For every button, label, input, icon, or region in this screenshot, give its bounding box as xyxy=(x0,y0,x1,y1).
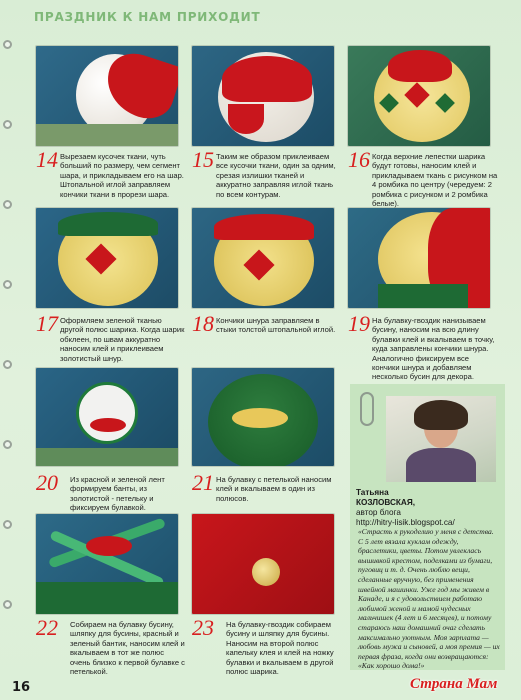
step-photo-15 xyxy=(192,46,334,146)
binding-ring xyxy=(3,360,12,369)
step-text: Собираем на булавку бусину, шляпку для бусины, красный и зеленый бантик, наносим клей и вкалываем в тот же полюс очень близко к первой булавке с петелькой. xyxy=(70,620,185,677)
author-blog-link[interactable]: http://hitry-lisik.blogspot.ca/ xyxy=(356,518,455,527)
section-title: ПРАЗДНИК К НАМ ПРИХОДИТ xyxy=(34,10,261,24)
step-number: 22 xyxy=(36,615,58,640)
binding-ring xyxy=(3,200,12,209)
step-number: 14 xyxy=(36,147,58,172)
step-19 xyxy=(348,311,498,382)
step-photo-23 xyxy=(192,514,334,614)
step-18 xyxy=(192,311,340,336)
binding-spiral xyxy=(0,0,14,700)
step-photo-18 xyxy=(192,208,334,308)
step-number: 17 xyxy=(36,311,58,336)
paperclip-icon xyxy=(360,392,374,426)
step-text: На булавку с петелькой наносим клей и вкалываем в один из полюсов. xyxy=(216,475,332,503)
author-last-name: КОЗЛОВСКАЯ, xyxy=(356,498,415,507)
step-text: На булавку-гвоздик нанизываем бусину, наносим на всю длину булавки клей и вкалываем в точку, куда заправлены кончики шнура. Аналогично фиксируем все кончики шнура и добавляем несколько бусин для декора. xyxy=(372,316,495,382)
step-photo-19 xyxy=(348,208,490,308)
step-number: 15 xyxy=(192,147,214,172)
step-photo-21 xyxy=(192,368,334,466)
step-number: 20 xyxy=(36,470,58,495)
watermark: Страна Мам xyxy=(410,676,498,692)
step-photo-20 xyxy=(36,368,178,466)
step-15 xyxy=(192,147,340,199)
step-number: 21 xyxy=(192,470,214,495)
step-16 xyxy=(348,147,498,209)
step-photo-16 xyxy=(348,46,490,146)
step-20 xyxy=(36,470,186,513)
step-21 xyxy=(192,470,340,503)
page-number: 16 xyxy=(12,680,31,695)
step-number: 18 xyxy=(192,311,214,336)
author-info xyxy=(356,488,455,528)
author-photo xyxy=(386,396,496,482)
step-text: Вырезаем кусочек ткани, чуть больший по размеру, чем сегмент шара, и прикладываем его на шар. Штопальной иглой заправляем кончики ткани в прорези шара. xyxy=(60,152,184,199)
step-photo-14 xyxy=(36,46,178,146)
author-quote: «Страсть к рукоделию у меня с детства. С 5 лет вязала куклам одежду, браслетики, цветы. Потом увлеклась вышивкой крестом, поделками из бумаги, пуговиц и т. д. Очень люблю вещи, сделанные вручную, без применения швейной машинки. Уже год мы живем в Канаде, и я с удовольствием работаю любимой женой и мамой чудесных мальчишек (4 лет и 6 месяцев), и потому стараюсь наш домашний очаг сделать максимально уютным. Моя зарплата — любовь мужа и сыновей, а моя премия — их первая фраза, когда они возвращаются: «Как хорошо дома!» xyxy=(358,527,500,671)
step-photo-17 xyxy=(36,208,178,308)
step-number: 16 xyxy=(348,147,370,172)
step-number: 19 xyxy=(348,311,370,336)
binding-ring xyxy=(3,40,12,49)
step-photo-22 xyxy=(36,514,178,614)
binding-ring xyxy=(3,520,12,529)
step-14 xyxy=(36,147,186,199)
step-17 xyxy=(36,311,186,363)
author-first-name: Татьяна xyxy=(356,488,389,497)
author-role: автор блога xyxy=(356,508,401,517)
binding-ring xyxy=(3,440,12,449)
step-text: Когда верхние лепестки шарика будут готовы, наносим клей и прикладываем ткань с рисунком на 4 ромбика по центру (чередуем: 2 ромбика с рисунком и 2 ромбика белые). xyxy=(372,152,498,209)
binding-ring xyxy=(3,120,12,129)
binding-ring xyxy=(3,280,12,289)
step-text: Оформляем зеленой тканью другой полюс шарика. Когда шарик обклеен, по швам аккуратно наносим клей и приклеиваем золотистый шнур. xyxy=(60,316,185,363)
step-text: Таким же образом приклеиваем все кусочки ткани, один за одним, срезая излишки тканей и аккуратно заправляя иглой ткань по всем контурам. xyxy=(216,152,336,199)
step-23 xyxy=(192,615,342,677)
step-text: Кончики шнура заправляем в стыки толстой штопальной иглой. xyxy=(216,316,336,335)
step-text: Из красной и зеленой лент формируем банты, из золотистой - петельку и фиксируем булавкой. xyxy=(70,475,165,513)
step-text: На булавку-гвоздик собираем бусину и шляпку для бусины. Наносим на второй полюс капельку клея и клей на ножку булавки и вкалываем в другой полюс шарика. xyxy=(226,620,334,677)
step-number: 23 xyxy=(192,615,214,640)
step-22 xyxy=(36,615,186,677)
binding-ring xyxy=(3,600,12,609)
